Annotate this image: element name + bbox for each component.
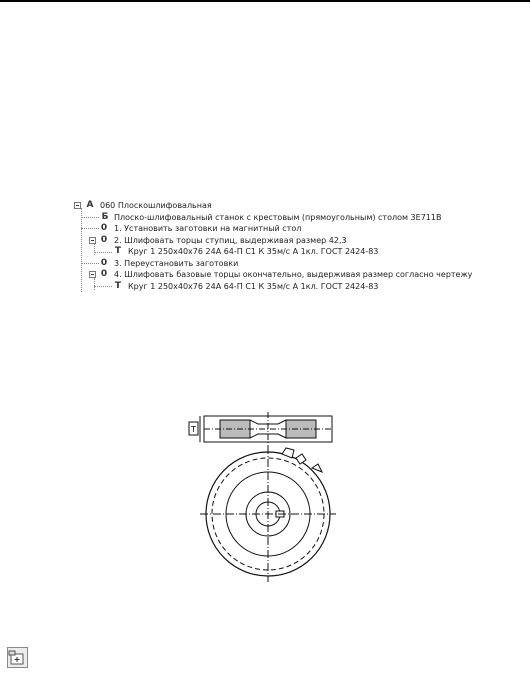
step-label: 1. Установить заготовки на магнитный стол <box>114 224 302 233</box>
add-node-icon <box>8 648 27 667</box>
step-icon: 0 <box>100 223 108 233</box>
tree-line <box>94 243 95 255</box>
collapse-toggle[interactable] <box>89 271 96 278</box>
tree-line <box>94 286 112 287</box>
step-label: 2. Шлифовать торцы ступиц, выдерживая размер 42,3 <box>114 235 347 245</box>
equipment-label: Плоско-шлифовальный станок с крестовым (прямоугольным) столом 3Е711В <box>114 212 442 222</box>
tree-line <box>81 228 99 229</box>
operation-label: 060 Плоскошлифовальная <box>100 201 212 210</box>
tree-line <box>81 217 99 218</box>
dimension-label: T <box>191 425 196 434</box>
top-rule <box>0 0 530 2</box>
wheel-side-view <box>204 412 332 446</box>
dimension-t <box>189 416 200 442</box>
tree-line <box>81 263 99 264</box>
wheel-top-view <box>200 446 336 582</box>
grinding-setup-drawing <box>186 410 356 590</box>
step-label: 3. Переустановить заготовки <box>114 258 239 268</box>
tool-label: Круг 1 250x40x76 24А 64-П С1 К 35м/с А 1кл. ГОСТ 2424-83 <box>128 247 379 256</box>
tool-label: Круг 1 250x40x76 24А 64-П С1 К 35м/с А 1кл. ГОСТ 2424-83 <box>128 281 379 291</box>
operation-icon: A <box>86 200 94 210</box>
collapse-toggle[interactable] <box>74 202 81 209</box>
step-icon: 0 <box>100 234 108 245</box>
tool-icon: T <box>114 246 122 256</box>
machine-icon: Б <box>101 211 109 222</box>
tree-line <box>94 278 95 290</box>
tool-icon: T <box>114 280 122 291</box>
step-icon: 0 <box>100 257 108 268</box>
step-label: 4. Шлифовать базовые торцы окончательно, выдерживая размер согласно чертежу <box>114 270 473 279</box>
step-icon: 0 <box>100 269 108 279</box>
tree-line <box>94 252 112 253</box>
collapse-toggle[interactable] <box>89 237 96 244</box>
add-node-button[interactable] <box>7 647 28 668</box>
tree-line <box>81 208 82 292</box>
